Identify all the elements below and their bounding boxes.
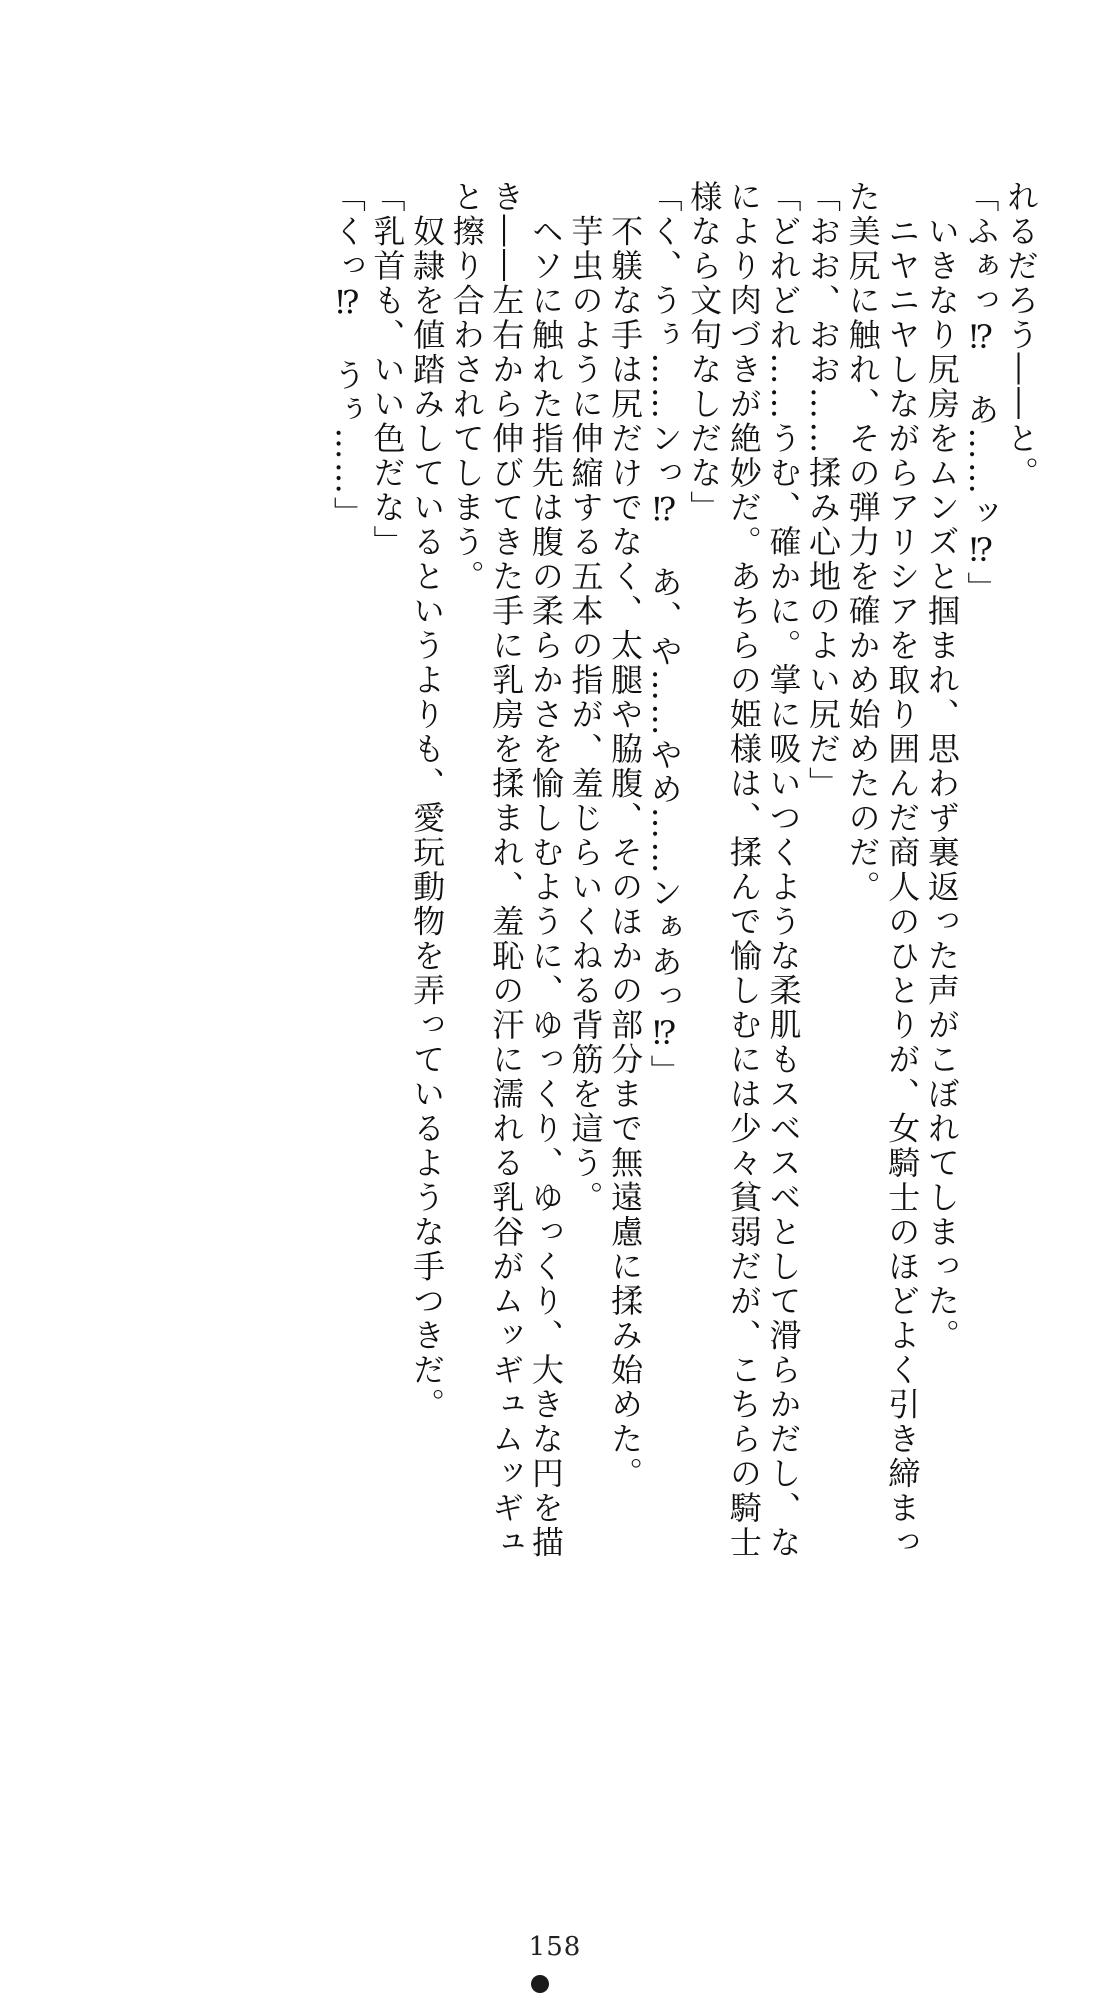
vertical-text-body <box>40 180 1040 1640</box>
text-line: 「ふぁっ⁉ あ……ッ⁉」 <box>962 180 1001 606</box>
text-line: いきなり尻房をムンズと掴まれ、思わず裏返った声がこぼれてしまった。 <box>922 180 961 1353</box>
text-line: た美尻に触れ、その弾力を確かめ始めたのだ。 <box>843 180 882 905</box>
text-line: ニヤニヤしながらアリシアを取り囲んだ商人のひとりが、女騎士のほどよく引き締まっ <box>883 180 922 1560</box>
text-line: 「く、うぅ……ンっ⁉ あ、や……やめ……ンぁあっ⁉」 <box>645 180 684 1089</box>
text-line: により肉づきが絶妙だ。あちらの姫様は、揉んで愉しむには少々貧弱だが、こちらの騎士 <box>724 180 763 1560</box>
text-line: れるだろう――と。 <box>1002 180 1040 491</box>
text-line: 芋虫のように伸縮する五本の指が、羞じらいくねる背筋を這う。 <box>566 180 605 1215</box>
text-line: 「くっ⁉ うぅ……」 <box>328 180 367 531</box>
text-line: ヘソに触れた指先は腹の柔らかさを愉しむように、ゆっくり、ゆっくり、大きな円を描 <box>526 180 565 1560</box>
text-line: と擦り合わされてしまう。 <box>447 180 486 594</box>
text-line: 奴隷を値踏みしているというよりも、愛玩動物を弄っているような手つきだ。 <box>408 180 447 1422</box>
page-dot-icon <box>531 1975 549 1993</box>
text-line: 様なら文句なしだな」 <box>685 180 724 525</box>
page-number: 158 <box>528 1932 582 1962</box>
text-line: 不躾な手は尻だけでなく、太腿や脇腹、そのほかの部分まで無遠慮に揉み始めた。 <box>606 180 645 1491</box>
text-line: 「おお、おお……揉み心地のよい尻だ」 <box>804 180 843 801</box>
text-line: き――左右から伸びてきた手に乳房を揉まれ、羞恥の汗に濡れる乳谷がムッギュムッギュ <box>487 180 526 1560</box>
text-line: 「乳首も、いい色だな」 <box>368 180 407 560</box>
text-line: 「どれどれ……うむ、確かに。掌に吸いつくような柔肌もスベスベとして滑らかだし、な <box>764 180 803 1560</box>
